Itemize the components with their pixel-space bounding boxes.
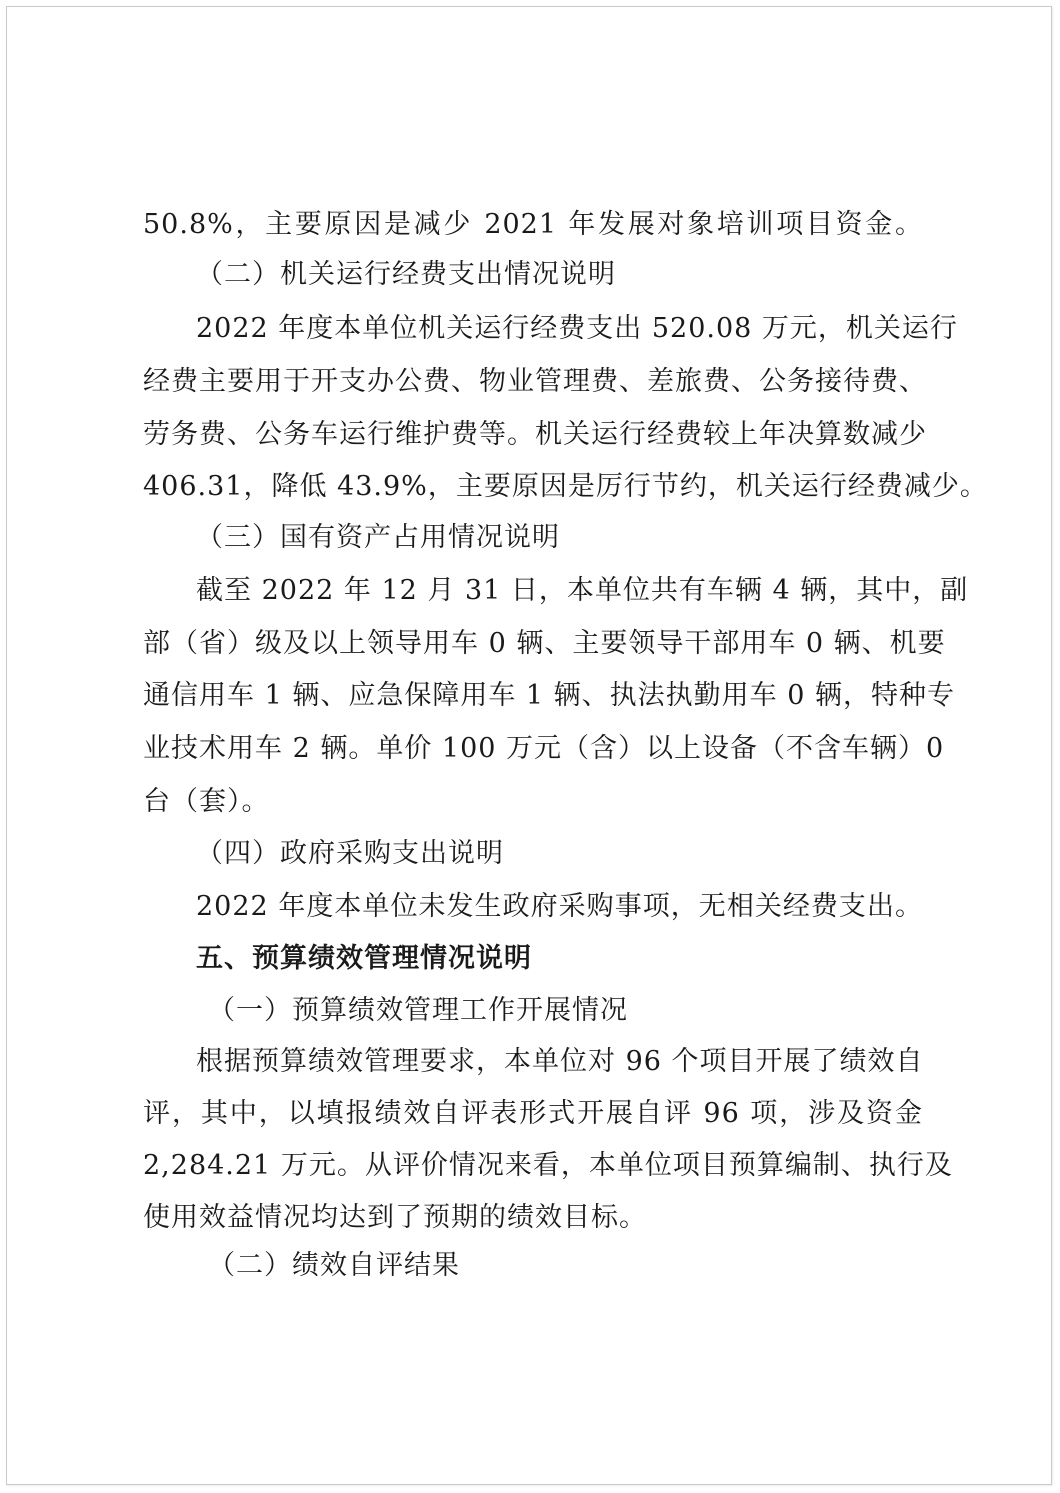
section-heading: （三）国有资产占用情况说明 (196, 522, 560, 553)
paragraph-line: 使用效益情况均达到了预期的绩效目标。 (143, 1202, 647, 1233)
paragraph-line: 劳务费、公务车运行维护费等。机关运行经费较上年决算数减少 (143, 419, 927, 450)
paragraph-line: 经费主要用于开支办公费、物业管理费、差旅费、公务接待费、 (143, 366, 927, 397)
paragraph-line: 通信用车 1 辆、应急保障用车 1 辆、执法执勤用车 0 辆，特种专 (143, 680, 956, 711)
paragraph-line: 部（省）级及以上领导用车 0 辆、主要领导干部用车 0 辆、机要 (143, 628, 946, 659)
paragraph-line: 台（套）。 (143, 786, 270, 817)
paragraph-line: 2022 年度本单位未发生政府采购事项，无相关经费支出。 (196, 891, 923, 922)
paragraph-line: 2,284.21 万元。从评价情况来看，本单位项目预算编制、执行及 (143, 1150, 953, 1181)
paragraph-line: 406.31，降低 43.9%，主要原因是厉行节约，机关运行经费减少。 (143, 471, 988, 502)
paragraph-line: 2022 年度本单位机关运行经费支出 520.08 万元，机关运行 (196, 313, 958, 344)
paragraph-line: 评，其中，以填报绩效自评表形式开展自评 96 项，涉及资金 (143, 1098, 923, 1129)
paragraph-line: 50.8%，主要原因是减少 2021 年发展对象培训项目资金。 (143, 209, 923, 240)
section-heading: （一）预算绩效管理工作开展情况 (208, 995, 628, 1026)
chapter-heading: 五、预算绩效管理情况说明 (196, 943, 532, 974)
paragraph-line: 业技术用车 2 辆。单价 100 万元（含）以上设备（不含车辆）0 (143, 733, 945, 764)
paragraph-line: 根据预算绩效管理要求，本单位对 96 个项目开展了绩效自 (196, 1046, 924, 1077)
section-heading: （二）绩效自评结果 (208, 1250, 460, 1281)
section-heading: （二）机关运行经费支出情况说明 (196, 259, 616, 290)
section-heading: （四）政府采购支出说明 (196, 838, 504, 869)
paragraph-line: 截至 2022 年 12 月 31 日，本单位共有车辆 4 辆，其中，副 (196, 575, 969, 606)
